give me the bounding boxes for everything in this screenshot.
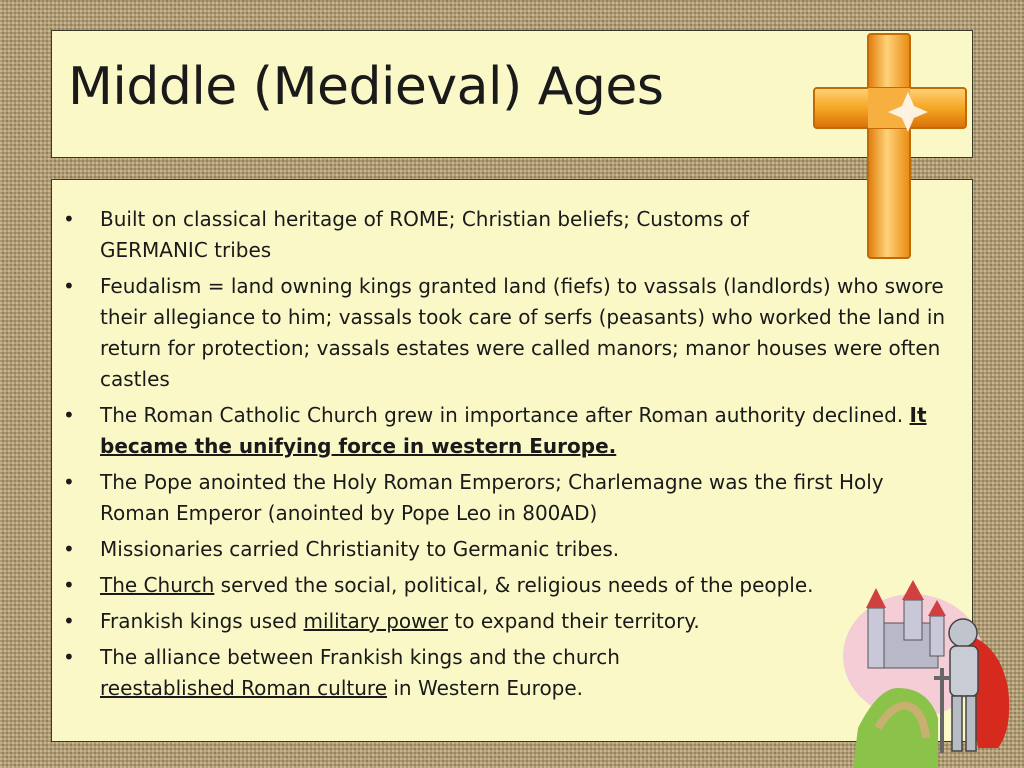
bullet-text: The Roman Catholic Church grew in importance after Roman authority declined. [100,403,910,427]
bullet-text: in Western Europe. [387,676,584,700]
bullet-item [100,606,950,637]
bullet-item [100,204,845,266]
bullet-item [100,534,950,565]
bullet-emphasis: It became the unifying force in western Europe. [100,403,927,458]
bullet-item [100,271,950,395]
bullet-emphasis: reestablished Roman culture [100,676,388,700]
cross-icon [808,30,978,262]
bullet-text: Frankish kings used [100,609,304,633]
slide-title: Middle (Medieval) Ages [68,57,664,117]
bullet-list [100,204,950,709]
bullet-text: Feudalism = land owning kings granted land (fiefs) to vassals (landlords) who swore their allegiance to him; vassals took care of serfs (peasants) who worked the land in return for protection; vassals estates were called manors; manor houses were often castles [100,274,946,391]
bullet-text: to expand their territory. [448,609,700,633]
bullet-text: served the social, political, & religious needs of the people. [214,573,814,597]
castle-knight-clipart [838,578,1024,768]
bullet-emphasis: military power [303,609,449,633]
bullet-item [100,400,950,462]
content-panel [51,179,973,742]
bullet-text: The Pope anointed the Holy Roman Emperors; Charlemagne was the first Holy Roman Emperor (anointed by Pope Leo in 800AD) [100,470,884,525]
bullet-emphasis: The Church [100,573,215,597]
bullet-text: Built on classical heritage of ROME; Christian beliefs; Customs of GERMANIC tribes [100,207,750,262]
bullet-text: The alliance between Frankish kings and the church [100,645,620,669]
bullet-item [100,642,950,704]
bullet-text: Missionaries carried Christianity to Germanic tribes. [100,537,620,561]
bullet-item [100,570,950,601]
bullet-item [100,467,950,529]
